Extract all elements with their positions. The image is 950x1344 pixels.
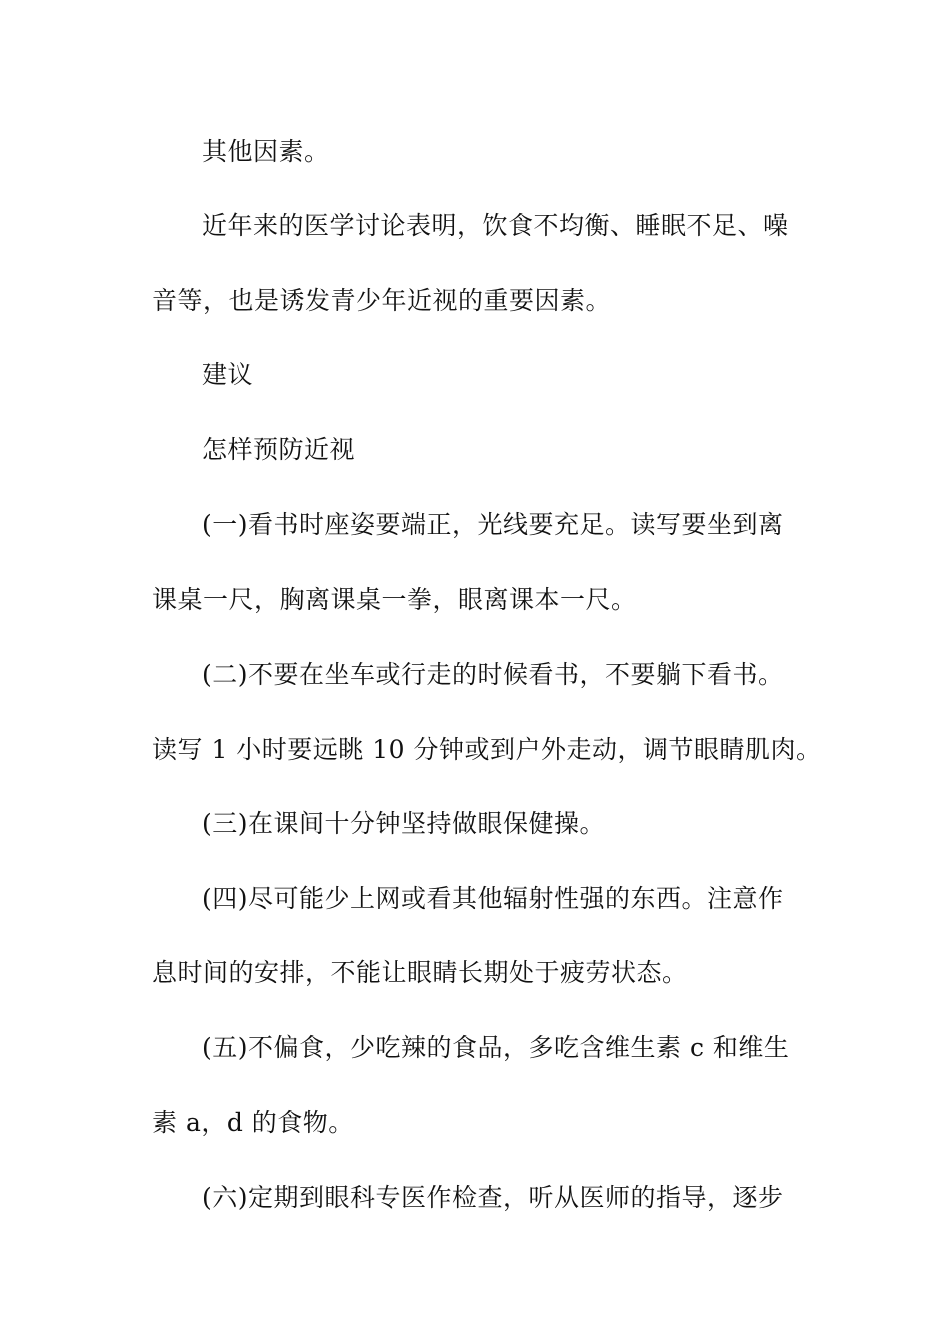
text-line: (三)在课间十分钟坚持做眼保健操。: [202, 809, 606, 838]
text-line: 近年来的医学讨论表明，饮食不均衡、睡眠不足、噪: [202, 211, 789, 240]
text-line: 音等，也是诱发青少年近视的重要因素。: [152, 286, 612, 315]
text-line: (四)尽可能少上网或看其他辐射性强的东西。注意作: [202, 884, 784, 913]
section-heading: 建议: [202, 360, 254, 389]
text-line: 读写 1 小时要远眺 10 分钟或到户外走动，调节眼睛肌肉。: [152, 735, 822, 764]
text-line: 息时间的安排，不能让眼睛长期处于疲劳状态。: [152, 958, 688, 987]
section-subheading: 怎样预防近视: [202, 435, 356, 464]
text-line: (二)不要在坐车或行走的时候看书，不要躺下看书。: [202, 660, 784, 689]
text-line: 课桌一尺，胸离课桌一拳，眼离课本一尺。: [152, 585, 637, 614]
text-line: 其他因素。: [202, 137, 330, 166]
text-line: 素 a，d 的食物。: [152, 1108, 354, 1137]
text-line: (一)看书时座姿要端正，光线要充足。读写要坐到离: [202, 510, 784, 539]
text-line: (五)不偏食，少吃辣的食品，多吃含维生素 c 和维生: [202, 1033, 790, 1062]
text-line: (六)定期到眼科专医作检查，听从医师的指导，逐步: [202, 1183, 784, 1212]
